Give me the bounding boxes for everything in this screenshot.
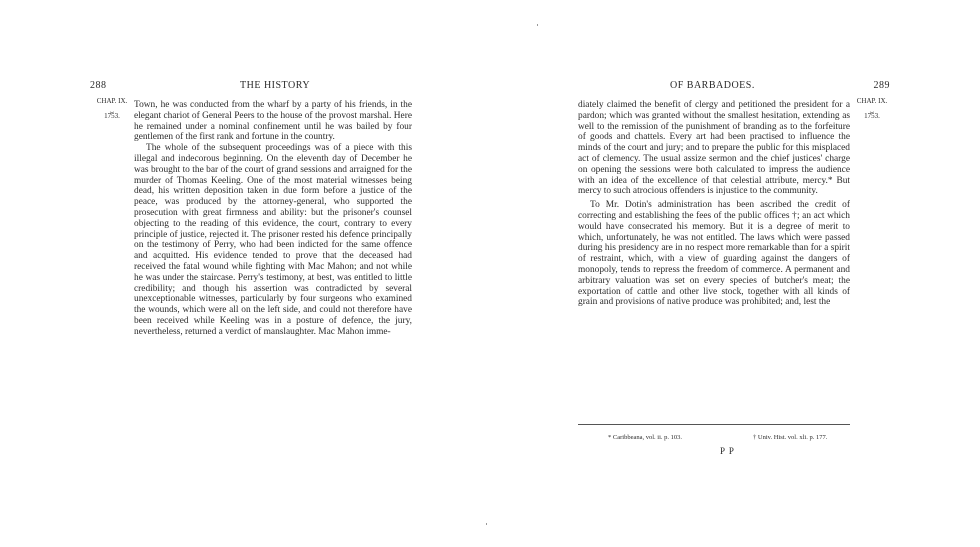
left-margin-chapter: CHAP. IX. [96,97,128,105]
scan-speck [486,523,487,525]
right-margin-note [852,97,892,121]
left-margin-note [92,97,132,121]
right-page-header [560,80,890,94]
left-running-title: THE HISTORY [240,80,311,91]
footnote-2: † Univ. Hist. vol. xli. p. 177. [753,434,828,441]
right-margin-chapter: CHAP. IX. [856,97,888,105]
right-page-number: 289 [873,80,890,91]
right-paragraph-1: diately claimed the benefit of clergy and petitioned the president for a pardon; which was granted without the smallest hesitation, extending as well to the remission of the punishment of branding as to the forfeiture of goods and chattels. Every art had been practised to influence the minds of the court and jury; and to prepare the public for this misplaced act of clemency. The usual assize sermon and the chief justices' charge on opening the sessions were both calculated to impress the audience with an idea of the excellence of that celestial attribute, mercy.* But mercy to such atrocious offenders is injustice to the community. [578,100,850,197]
left-page-header [90,80,420,94]
brace-icon: ⏟ [869,105,875,113]
left-body-text [134,100,412,338]
right-margin-year: 1753. [864,112,880,120]
left-paragraph-2: The whole of the subsequent proceedings was of a piece with this illegal and indecorous beginning. On the eleventh day of December he was brought to the bar of the court of grand sessions and arraigned for the murder of Thomas Keeling. One of the most material witnesses being dead, his written deposition taken in due form before a justice of the peace, was produced by the attorney-general, who supported the prosecution with great firmness and ability: but the prisoner's counsel objecting to the reading of this evidence, the court, contrary to every principle of justice, rejected it. The prisoner rested his defence principally on the testimony of Perry, who had been indicted for the same offence and acquitted. His evidence tended to prove that the deceased had received the fatal wound while fighting with Mac Mahon; and not while he was under the staircase. Perry's testimony, at best, was entitled to little credibility; and though his assertion was contradicted by several unexceptionable witnesses, particularly by four surgeons who examined the wounds, which were all on the left side, and could not therefore have been received while Keeling was in a posture of defence, the jury, nevertheless, returned a verdict of manslaughter. Mac Mahon imme- [134,143,412,337]
brace-icon: ⏟ [109,105,115,113]
scan-speck [537,24,538,26]
left-page [90,0,420,547]
footnote-1: * Caribbeana, vol. ii. p. 103. [608,434,683,441]
right-running-title: OF BARBADOES. [670,80,755,91]
signature-mark: P P [720,446,735,456]
left-margin-year: 1753. [104,112,120,120]
left-page-number: 288 [90,80,107,91]
right-paragraph-2: To Mr. Dotin's administration has been ascribed the credit of correcting and establishing the fees of the public offices †; an act which would have consecrated his memory. But it is a degree of merit to which, unfortunately, he was not entitled. The laws which were passed during his presidency are in no respect more remarkable than for a spirit of restraint, which, with a view of guarding against the dangers of monopoly, tends to repress the freedom of commerce. A permanent and arbitrary valuation was set on every species of butcher's meat; the exportation of cattle and other live stock, together with all kinds of grain and provisions of native produce was prohibited; and, lest the [578,200,850,308]
left-paragraph-1: Town, he was conducted from the wharf by a party of his friends, in the elegant chariot of General Peers to the house of the provost marshal. Here he remained under a nominal confinement until he was bailed by four gentlemen of the first rank and fortune in the country. [134,100,412,143]
right-page [560,0,890,547]
footnote-divider [578,424,850,425]
right-body-text [578,100,850,308]
